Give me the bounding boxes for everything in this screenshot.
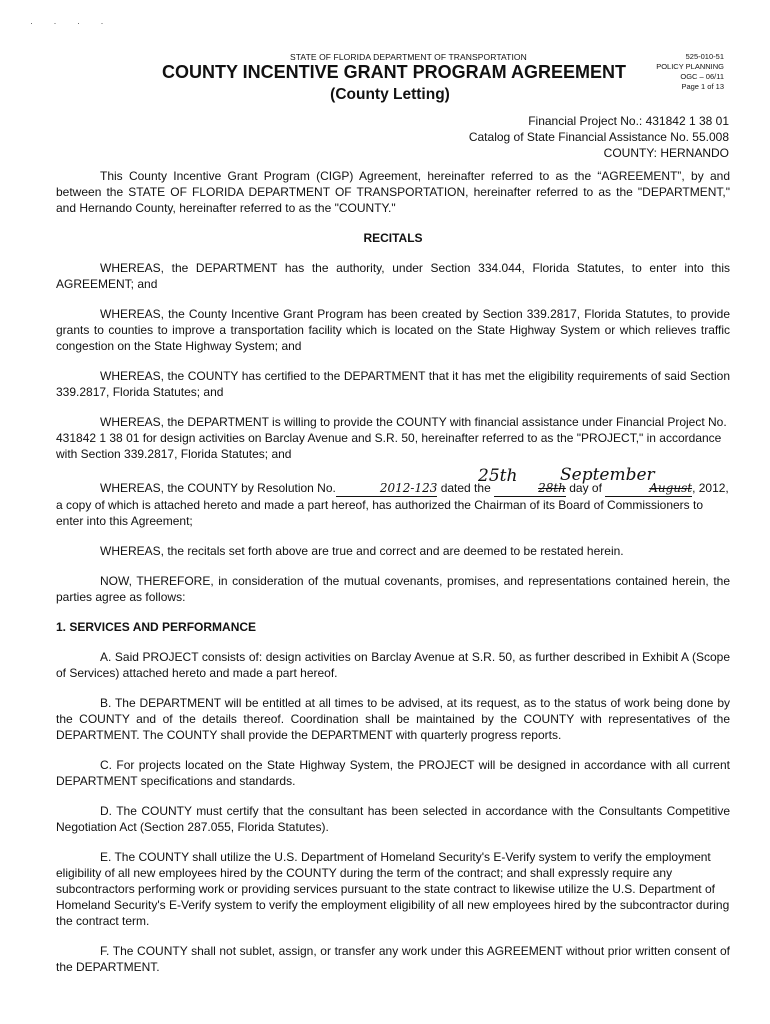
intro-paragraph: This County Incentive Grant Program (CIGP) Agreement, hereinafter referred to as the “AGREEMENT”, by and between the STATE OF FLORIDA DEPARTMENT OF TRANSPORTATION, hereinafter referred to as the "DEPARTMENT," and Hernando County, hereinafter referred to as the "COUNTY." [56,169,730,215]
financial-project-number: Financial Project No.: 431842 1 38 01 [528,114,729,128]
department-line: STATE OF FLORIDA DEPARTMENT OF TRANSPORTATION [290,52,527,62]
resolution-text-a: WHEREAS, the COUNTY by Resolution No. [100,481,336,495]
county-name: COUNTY: HERNANDO [603,146,729,160]
catalog-number: Catalog of State Financial Assistance No. 55.008 [468,130,729,144]
whereas-paragraph-4: WHEREAS, the DEPARTMENT is willing to provide the COUNTY with financial assistance under Financial Project No. 431842 1 38 01 for design activities on Barclay Avenue and S.R. 50, hereinafter referred to as the "PROJECT," in accordance with Section 339.2817, Florida Statutes; and [56,415,727,461]
resolution-text-b: dated the [437,481,495,495]
section-1-item-c: C. For projects located on the State Highway System, the PROJECT will be designed in accordance with all current DEPARTMENT specifications and standards. [56,758,730,788]
resolution-text-d: , 2012, a copy of which is attached hereto and made a part hereof, has authorized the Chairman of its Board of Commissioners to enter into this Agreement; [56,481,729,528]
section-1-item-f: F. The COUNTY shall not sublet, assign, or transfer any work under this AGREEMENT without prior written consent of the DEPARTMENT. [56,944,730,974]
section-1-item-b: B. The DEPARTMENT will be entitled at all times to be advised, at its request, as to the status of work being done by the COUNTY and of the details thereof. Coordination shall be maintained by the COUNTY with representatives of the DEPARTMENT. The COUNTY shall provide the DEPARTMENT with quarterly progress reports. [56,696,730,742]
section-1-heading: 1. SERVICES AND PERFORMANCE [56,620,257,634]
agreement-body [56,168,730,989]
whereas-paragraph-1: WHEREAS, the DEPARTMENT has the authority, under Section 334.044, Florida Statutes, to enter into this AGREEMENT; and [56,261,730,291]
scan-specks: · · · · [30,18,113,28]
struck-day: 28th [494,480,566,497]
struck-month: August [605,480,692,497]
section-1-item-e: E. The COUNTY shall utilize the U.S. Department of Homeland Security's E-Verify system to verify the employment eligibility of all new employees hired by the COUNTY during the term of the contract; and shall expressly require any subcontractors performing work or providing services pursuant to the state contract to likewise utilize the U.S. Department of Homeland Security's E-Verify system to verify the employment eligibility of all new employees hired by the subcontractor during the contract term. [56,850,730,928]
section-1-item-d: D. The COUNTY must certify that the consultant has been selected in accordance with the Consultants Competitive Negotiation Act (Section 287.055, Florida Statutes). [56,804,730,834]
page-number: Page 1 of 13 [681,82,724,91]
section-1-item-a: A. Said PROJECT consists of: design activities on Barclay Avenue at S.R. 50, as further described in Exhibit A (Scope of Services) attached hereto and made a part hereof. [56,650,730,680]
document-subtitle: (County Letting) [330,86,450,103]
handwritten-date-row [56,465,730,486]
document-title: COUNTY INCENTIVE GRANT PROGRAM AGREEMENT [161,62,627,82]
now-therefore-paragraph: NOW, THEREFORE, in consideration of the mutual covenants, promises, and representations contained herein, the parties agree as follows: [56,574,730,604]
resolution-number: 2012-123 [336,480,438,497]
whereas-paragraph-5 [56,480,730,529]
whereas-paragraph-6: WHEREAS, the recitals set forth above are true and correct and are deemed to be restated herein. [100,544,624,558]
recitals-heading: RECITALS [363,231,423,245]
handwritten-month: September [560,465,655,485]
form-revision: OGC – 06/11 [680,72,724,81]
handwritten-day: 25th [478,466,518,486]
project-info-block [469,113,729,161]
whereas-paragraph-2: WHEREAS, the County Incentive Grant Program has been created by Section 339.2817, Florida Statutes, to provide grants to counties to improve a transportation facility which is located on the State Highway System or which relieves traffic congestion on the State Highway System; and [56,307,730,353]
form-number: 525-010-51 [685,52,724,61]
whereas-paragraph-3: WHEREAS, the COUNTY has certified to the DEPARTMENT that it has met the eligibility requirements of said Section 339.2817, Florida Statutes; and [56,369,730,399]
form-office: POLICY PLANNING [656,62,724,71]
resolution-text-c: day of [565,481,606,495]
